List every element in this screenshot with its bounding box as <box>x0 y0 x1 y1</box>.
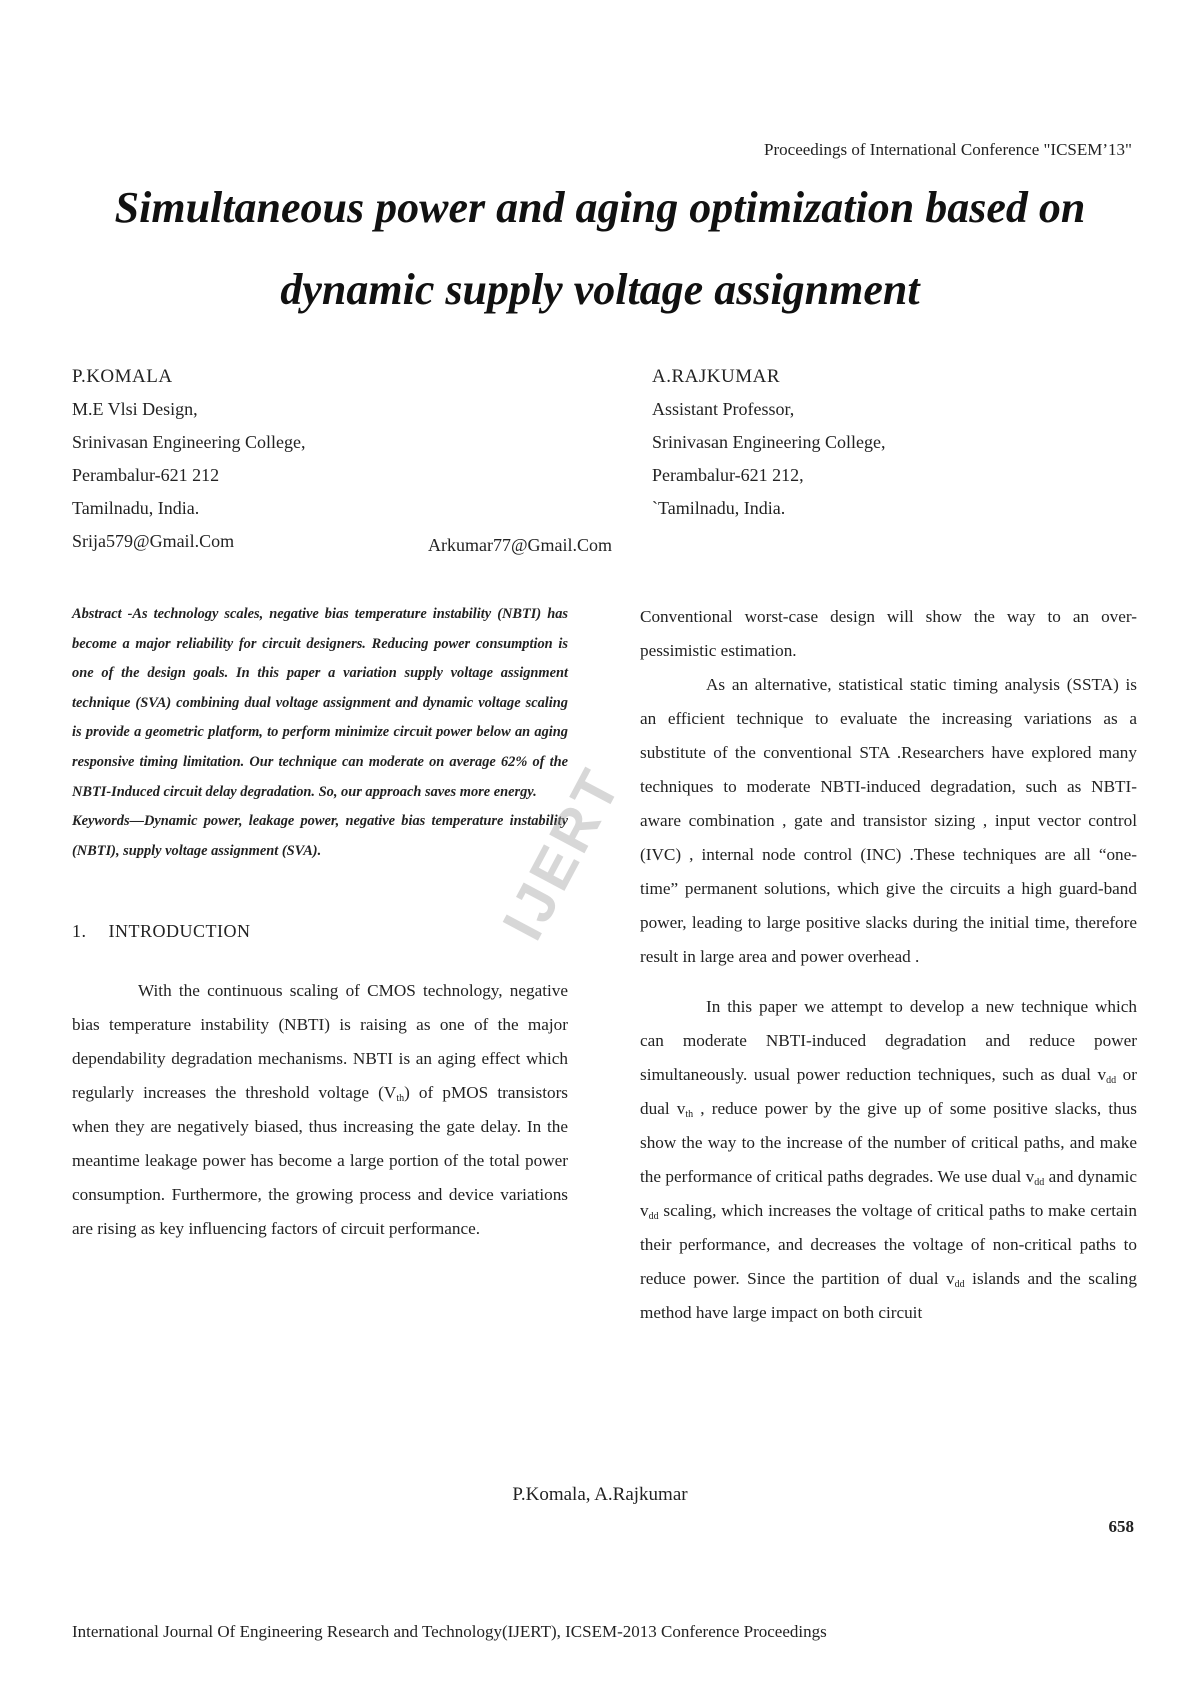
left-column <box>72 600 568 1246</box>
subscript-th: th <box>396 1093 405 1105</box>
paper-title-line-1: Simultaneous power and aging optimization based on <box>114 183 1086 232</box>
abstract <box>72 600 568 866</box>
author-college: Srinivasan Engineering College, <box>652 432 886 452</box>
subscript-dd: dd <box>648 1211 659 1222</box>
subscript-dd: dd <box>1034 1177 1045 1188</box>
author-state: Tamilnadu, India. <box>72 498 200 518</box>
para3-text-f: islands and the scaling method have large impact on both circuit <box>640 1269 1137 1322</box>
author-position: Assistant Professor, <box>652 399 795 419</box>
author-state: `Tamilnadu, India. <box>652 498 786 518</box>
subscript-dd: dd <box>1106 1075 1117 1086</box>
author-block-left <box>72 360 492 558</box>
right-paragraph-3 <box>640 990 1137 1330</box>
right-column <box>640 600 1137 1330</box>
author-city: Perambalur-621 212, <box>652 465 804 485</box>
para3-text-e: scaling, which increases the voltage of critical paths to make certain their performance, and decreases the voltage of non-critical paths to reduce power. Since the partition of dual v <box>640 1201 1137 1288</box>
author-email: Srija579@Gmail.Com <box>72 531 235 551</box>
section-title: INTRODUCTION <box>108 921 251 942</box>
intro-text-a: With the continuous scaling of CMOS technology, negative bias temperature instability (NBTI) is raising as one of the major dependability degradation mechanisms. NBTI is an aging effect which regularly increases the threshold voltage (V <box>72 981 568 1103</box>
para3-text-b: or dual v <box>640 1065 1137 1118</box>
author-degree: M.E Vlsi Design, <box>72 399 198 419</box>
footer-authors: P.Komala, A.Rajkumar <box>512 1484 688 1505</box>
page-number: 658 <box>1108 1517 1134 1536</box>
section-heading-introduction <box>72 914 568 948</box>
para3-text-d: and dynamic v <box>640 1167 1138 1220</box>
right-paragraph-1: Conventional worst-case design will show the way to an over-pessimistic estimation. <box>640 607 1137 660</box>
subscript-th: th <box>685 1109 694 1120</box>
intro-text-b: ) of pMOS transistors when they are negatively biased, thus increasing the gate delay. In the meantime leakage power has become a large portion of the total power consumption. Furthermore, the growing process and device variations are rising as key influencing factors of circuit performance. <box>72 1083 568 1239</box>
author-name: P.KOMALA <box>72 366 173 387</box>
author-name: A.RAJKUMAR <box>652 366 780 387</box>
author-city: Perambalur-621 212 <box>72 465 220 485</box>
para3-text-c: , reduce power by the give up of some positive slacks, thus show the way to the increase of the number of critical paths, and make the performance of critical paths degrades. We use dual v <box>640 1099 1137 1186</box>
introduction-paragraph <box>72 974 568 1246</box>
abstract-text: Abstract -As technology scales, negative bias temperature instability (NBTI) has become a major reliability for circuit designers. Reducing power consumption is one of the design goals. In this paper a variation supply voltage assignment technique (SVA) combining dual voltage assignment and dynamic voltage scaling is provide a geometric platform, to perform minimize circuit power below an aging responsive timing limitation. Our technique can moderate on average 62% of the NBTI-Induced circuit delay degradation. So, our approach saves more energy. <box>72 606 568 800</box>
author-email-right: Arkumar77@Gmail.Com <box>428 535 613 555</box>
author-block-right <box>652 360 1072 525</box>
para3-text-a: In this paper we attempt to develop a new technique which can moderate NBTI-induced degradation and reduce power simultaneously. usual power reduction techniques, such as dual v <box>640 997 1137 1084</box>
right-paragraph-2: As an alternative, statistical static timing analysis (SSTA) is an efficient technique to evaluate the increasing variations as a substitute of the conventional STA .Researchers have explored many techniques to moderate NBTI-induced degradation, such as NBTI-aware combination , gate and transistor sizing , input vector control (IVC) , internal node control (INC) .These techniques are all “one-time” permanent solutions, which give the circuits a high guard-band power, leading to large positive slacks during the initial time, therefore result in large area and power overhead . <box>640 675 1137 966</box>
paper-title-line-2: dynamic supply voltage assignment <box>280 265 920 314</box>
keywords: Keywords—Dynamic power, leakage power, negative bias temperature instability (NBTI), supply voltage assignment (SVA). <box>72 813 568 859</box>
author-college: Srinivasan Engineering College, <box>72 432 306 452</box>
journal-footer: International Journal Of Engineering Research and Technology(IJERT), ICSEM-2013 Conference Proceedings <box>72 1622 827 1641</box>
proceedings-header: Proceedings of International Conference "ICSEM’13" <box>764 140 1132 159</box>
subscript-dd: dd <box>954 1279 965 1290</box>
ijert-watermark: IJERT <box>490 756 635 951</box>
section-number: 1. <box>72 921 87 942</box>
